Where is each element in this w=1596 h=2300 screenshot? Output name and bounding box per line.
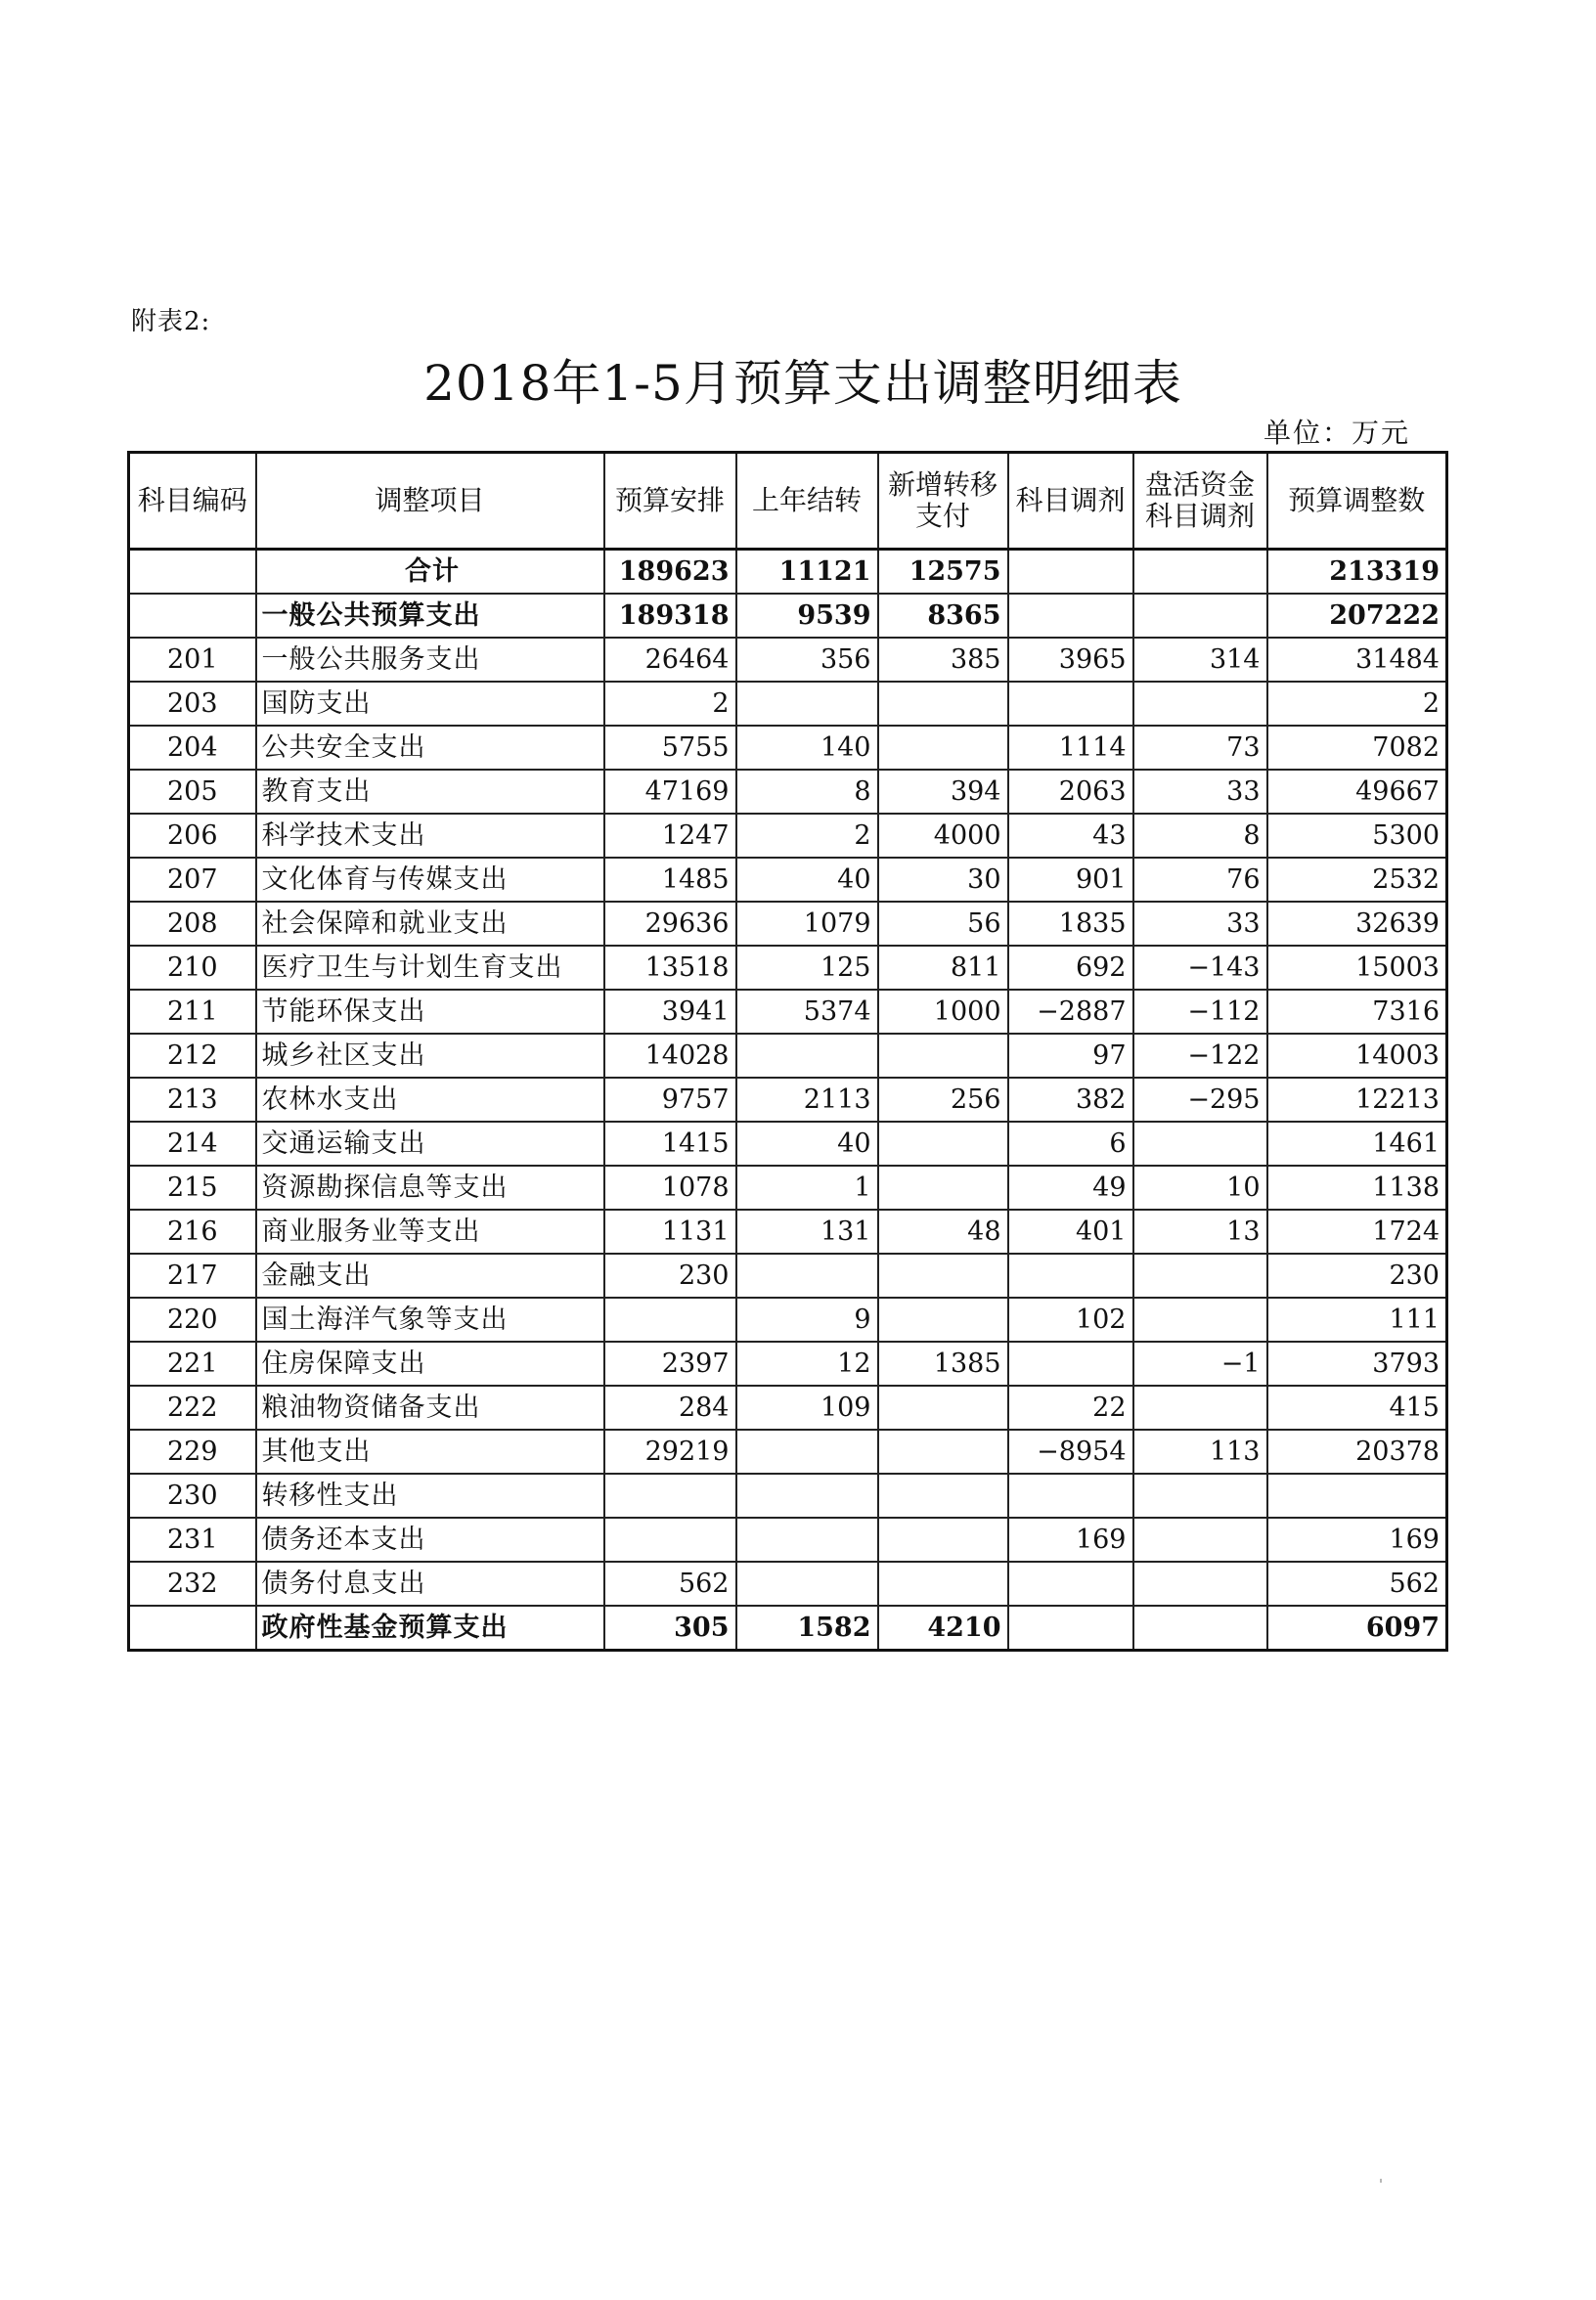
cell-adjusted-budget: 32639: [1267, 902, 1447, 946]
cell-code: 201: [129, 638, 256, 682]
cell-revitalized-funds-adjustment: 76: [1133, 858, 1267, 902]
cell-code: [129, 1606, 256, 1651]
cell-subject-adjustment: 2063: [1008, 770, 1133, 814]
cell-prior-year-carryover: [736, 1034, 878, 1078]
cell-prior-year-carryover: 8: [736, 770, 878, 814]
cell-new-transfer-payment: 1385: [878, 1342, 1008, 1386]
cell-prior-year-carryover: 1582: [736, 1606, 878, 1651]
cell-new-transfer-payment: 48: [878, 1210, 1008, 1254]
cell-item: 债务付息支出: [256, 1562, 604, 1606]
cell-item: 国防支出: [256, 682, 604, 726]
cell-prior-year-carryover: 5374: [736, 990, 878, 1034]
cell-item: 商业服务业等支出: [256, 1210, 604, 1254]
cell-new-transfer-payment: 12575: [878, 550, 1008, 595]
cell-prior-year-carryover: 2113: [736, 1078, 878, 1122]
table-body: [129, 550, 1447, 1651]
cell-new-transfer-payment: 256: [878, 1078, 1008, 1122]
cell-budget-arranged: 2: [604, 682, 736, 726]
header-code: 科目编码: [129, 453, 256, 550]
cell-item: 文化体育与传媒支出: [256, 858, 604, 902]
cell-revitalized-funds-adjustment: 13: [1133, 1210, 1267, 1254]
cell-item: 科学技术支出: [256, 814, 604, 858]
cell-prior-year-carryover: 9: [736, 1298, 878, 1342]
cell-adjusted-budget: 15003: [1267, 946, 1447, 990]
cell-adjusted-budget: 3793: [1267, 1342, 1447, 1386]
table-row: [129, 902, 1447, 946]
table-row: [129, 682, 1447, 726]
cell-adjusted-budget: 207222: [1267, 594, 1447, 638]
cell-prior-year-carryover: [736, 1518, 878, 1562]
cell-new-transfer-payment: 8365: [878, 594, 1008, 638]
cell-prior-year-carryover: [736, 1474, 878, 1518]
cell-revitalized-funds-adjustment: [1133, 1254, 1267, 1298]
cell-budget-arranged: 189623: [604, 550, 736, 595]
cell-revitalized-funds-adjustment: [1133, 1562, 1267, 1606]
cell-prior-year-carryover: 356: [736, 638, 878, 682]
cell-adjusted-budget: [1267, 1474, 1447, 1518]
cell-budget-arranged: 305: [604, 1606, 736, 1651]
cell-new-transfer-payment: 4000: [878, 814, 1008, 858]
table-row: [129, 1298, 1447, 1342]
header-adjusted-budget: 预算调整数: [1267, 453, 1447, 550]
cell-revitalized-funds-adjustment: [1133, 682, 1267, 726]
cell-item: 合计: [256, 550, 604, 595]
header-budget-arranged: 预算安排: [604, 453, 736, 550]
cell-code: 208: [129, 902, 256, 946]
cell-subject-adjustment: [1008, 1254, 1133, 1298]
cell-revitalized-funds-adjustment: [1133, 1386, 1267, 1430]
cell-revitalized-funds-adjustment: 33: [1133, 770, 1267, 814]
cell-revitalized-funds-adjustment: 314: [1133, 638, 1267, 682]
cell-subject-adjustment: 1835: [1008, 902, 1133, 946]
header-new-transfer-payment: [878, 453, 1008, 550]
cell-new-transfer-payment: 385: [878, 638, 1008, 682]
cell-subject-adjustment: 49: [1008, 1166, 1133, 1210]
cell-subject-adjustment: [1008, 1342, 1133, 1386]
cell-budget-arranged: 29636: [604, 902, 736, 946]
table-row: [129, 1606, 1447, 1651]
cell-subject-adjustment: [1008, 1562, 1133, 1606]
table-row: [129, 594, 1447, 638]
cell-code: 213: [129, 1078, 256, 1122]
cell-adjusted-budget: 1138: [1267, 1166, 1447, 1210]
cell-code: 216: [129, 1210, 256, 1254]
cell-code: 203: [129, 682, 256, 726]
table-row: [129, 1210, 1447, 1254]
table-row: [129, 726, 1447, 770]
cell-budget-arranged: 14028: [604, 1034, 736, 1078]
table-row: [129, 946, 1447, 990]
cell-budget-arranged: 26464: [604, 638, 736, 682]
cell-prior-year-carryover: 2: [736, 814, 878, 858]
cell-new-transfer-payment: 30: [878, 858, 1008, 902]
cell-subject-adjustment: [1008, 682, 1133, 726]
cell-revitalized-funds-adjustment: [1133, 1606, 1267, 1651]
cell-budget-arranged: [604, 1298, 736, 1342]
cell-item: 公共安全支出: [256, 726, 604, 770]
cell-revitalized-funds-adjustment: 73: [1133, 726, 1267, 770]
cell-budget-arranged: [604, 1474, 736, 1518]
cell-code: 212: [129, 1034, 256, 1078]
cell-item: 其他支出: [256, 1430, 604, 1474]
cell-new-transfer-payment: [878, 1562, 1008, 1606]
cell-revitalized-funds-adjustment: [1133, 594, 1267, 638]
cell-code: 231: [129, 1518, 256, 1562]
table-row: [129, 550, 1447, 595]
cell-budget-arranged: 1078: [604, 1166, 736, 1210]
cell-adjusted-budget: 49667: [1267, 770, 1447, 814]
header-item: 调整项目: [256, 453, 604, 550]
cell-revitalized-funds-adjustment: [1133, 1298, 1267, 1342]
cell-adjusted-budget: 213319: [1267, 550, 1447, 595]
cell-budget-arranged: 3941: [604, 990, 736, 1034]
cell-code: 204: [129, 726, 256, 770]
scan-speck: [1380, 2179, 1382, 2183]
cell-item: 节能环保支出: [256, 990, 604, 1034]
cell-subject-adjustment: 43: [1008, 814, 1133, 858]
table-row: [129, 990, 1447, 1034]
cell-adjusted-budget: 2: [1267, 682, 1447, 726]
cell-adjusted-budget: 111: [1267, 1298, 1447, 1342]
cell-prior-year-carryover: 40: [736, 1122, 878, 1166]
cell-code: 214: [129, 1122, 256, 1166]
table-row: [129, 770, 1447, 814]
cell-new-transfer-payment: 1000: [878, 990, 1008, 1034]
table-row: [129, 1386, 1447, 1430]
cell-adjusted-budget: 14003: [1267, 1034, 1447, 1078]
cell-code: 232: [129, 1562, 256, 1606]
cell-item: 一般公共服务支出: [256, 638, 604, 682]
cell-prior-year-carryover: [736, 1430, 878, 1474]
cell-item: 交通运输支出: [256, 1122, 604, 1166]
cell-budget-arranged: 5755: [604, 726, 736, 770]
cell-budget-arranged: 1415: [604, 1122, 736, 1166]
cell-subject-adjustment: 382: [1008, 1078, 1133, 1122]
cell-new-transfer-payment: [878, 682, 1008, 726]
cell-budget-arranged: 189318: [604, 594, 736, 638]
cell-budget-arranged: 1247: [604, 814, 736, 858]
cell-budget-arranged: 230: [604, 1254, 736, 1298]
cell-prior-year-carryover: 9539: [736, 594, 878, 638]
cell-revitalized-funds-adjustment: [1133, 1518, 1267, 1562]
cell-new-transfer-payment: [878, 1430, 1008, 1474]
cell-revitalized-funds-adjustment: 113: [1133, 1430, 1267, 1474]
cell-adjusted-budget: 230: [1267, 1254, 1447, 1298]
cell-subject-adjustment: 692: [1008, 946, 1133, 990]
cell-prior-year-carryover: 40: [736, 858, 878, 902]
cell-adjusted-budget: 20378: [1267, 1430, 1447, 1474]
cell-subject-adjustment: 169: [1008, 1518, 1133, 1562]
cell-adjusted-budget: 7082: [1267, 726, 1447, 770]
cell-budget-arranged: 29219: [604, 1430, 736, 1474]
table-row: [129, 858, 1447, 902]
cell-subject-adjustment: 97: [1008, 1034, 1133, 1078]
cell-adjusted-budget: 415: [1267, 1386, 1447, 1430]
table-row: [129, 1430, 1447, 1474]
cell-item: 住房保障支出: [256, 1342, 604, 1386]
table-row: [129, 814, 1447, 858]
cell-prior-year-carryover: [736, 682, 878, 726]
cell-prior-year-carryover: 11121: [736, 550, 878, 595]
cell-subject-adjustment: [1008, 1606, 1133, 1651]
cell-budget-arranged: 2397: [604, 1342, 736, 1386]
cell-subject-adjustment: 901: [1008, 858, 1133, 902]
cell-subject-adjustment: 1114: [1008, 726, 1133, 770]
cell-code: 206: [129, 814, 256, 858]
cell-item: 城乡社区支出: [256, 1034, 604, 1078]
cell-item: 转移性支出: [256, 1474, 604, 1518]
cell-adjusted-budget: 7316: [1267, 990, 1447, 1034]
cell-new-transfer-payment: [878, 1122, 1008, 1166]
cell-item: 国土海洋气象等支出: [256, 1298, 604, 1342]
cell-item: 一般公共预算支出: [256, 594, 604, 638]
header-revitalized-funds-adjustment: [1133, 453, 1267, 550]
cell-revitalized-funds-adjustment: [1133, 1122, 1267, 1166]
cell-item: 政府性基金预算支出: [256, 1606, 604, 1651]
cell-revitalized-funds-adjustment: −1: [1133, 1342, 1267, 1386]
cell-new-transfer-payment: 4210: [878, 1606, 1008, 1651]
cell-new-transfer-payment: [878, 1386, 1008, 1430]
cell-prior-year-carryover: 1: [736, 1166, 878, 1210]
cell-code: 205: [129, 770, 256, 814]
cell-item: 医疗卫生与计划生育支出: [256, 946, 604, 990]
cell-code: [129, 550, 256, 595]
budget-adjustment-table: [127, 451, 1448, 1652]
cell-new-transfer-payment: [878, 1166, 1008, 1210]
cell-revitalized-funds-adjustment: [1133, 550, 1267, 595]
cell-budget-arranged: 9757: [604, 1078, 736, 1122]
cell-revitalized-funds-adjustment: −112: [1133, 990, 1267, 1034]
cell-budget-arranged: 562: [604, 1562, 736, 1606]
cell-subject-adjustment: 401: [1008, 1210, 1133, 1254]
table-row: [129, 1034, 1447, 1078]
cell-code: 230: [129, 1474, 256, 1518]
cell-adjusted-budget: 6097: [1267, 1606, 1447, 1651]
cell-subject-adjustment: [1008, 594, 1133, 638]
cell-item: 资源勘探信息等支出: [256, 1166, 604, 1210]
cell-subject-adjustment: −2887: [1008, 990, 1133, 1034]
cell-adjusted-budget: 31484: [1267, 638, 1447, 682]
cell-item: 债务还本支出: [256, 1518, 604, 1562]
cell-code: 220: [129, 1298, 256, 1342]
cell-new-transfer-payment: 394: [878, 770, 1008, 814]
cell-item: 粮油物资储备支出: [256, 1386, 604, 1430]
cell-item: 金融支出: [256, 1254, 604, 1298]
cell-item: 农林水支出: [256, 1078, 604, 1122]
header-subject-adjustment: 科目调剂: [1008, 453, 1133, 550]
cell-budget-arranged: 47169: [604, 770, 736, 814]
cell-subject-adjustment: 102: [1008, 1298, 1133, 1342]
cell-adjusted-budget: 1724: [1267, 1210, 1447, 1254]
cell-code: 221: [129, 1342, 256, 1386]
cell-subject-adjustment: [1008, 1474, 1133, 1518]
header-new-transfer-payment-text: 新增转移支付: [887, 468, 998, 532]
cell-prior-year-carryover: 125: [736, 946, 878, 990]
page-title: 2018年1-5月预算支出调整明细表: [423, 355, 1182, 412]
cell-new-transfer-payment: [878, 1254, 1008, 1298]
cell-prior-year-carryover: 109: [736, 1386, 878, 1430]
cell-adjusted-budget: 562: [1267, 1562, 1447, 1606]
cell-code: 207: [129, 858, 256, 902]
cell-code: [129, 594, 256, 638]
appendix-label: 附表2:: [131, 307, 211, 336]
cell-new-transfer-payment: 811: [878, 946, 1008, 990]
header-revitalized-funds-adjustment-text: 盘活资金科目调剂: [1144, 468, 1255, 532]
cell-new-transfer-payment: 56: [878, 902, 1008, 946]
cell-new-transfer-payment: [878, 1518, 1008, 1562]
cell-prior-year-carryover: 1079: [736, 902, 878, 946]
cell-budget-arranged: [604, 1518, 736, 1562]
cell-code: 215: [129, 1166, 256, 1210]
cell-adjusted-budget: 169: [1267, 1518, 1447, 1562]
cell-prior-year-carryover: 131: [736, 1210, 878, 1254]
table-row: [129, 1078, 1447, 1122]
cell-subject-adjustment: −8954: [1008, 1430, 1133, 1474]
cell-adjusted-budget: 12213: [1267, 1078, 1447, 1122]
cell-item: 社会保障和就业支出: [256, 902, 604, 946]
cell-prior-year-carryover: [736, 1562, 878, 1606]
cell-new-transfer-payment: [878, 1034, 1008, 1078]
table-row: [129, 1254, 1447, 1298]
table-header-row: [129, 453, 1447, 550]
table-row: [129, 1342, 1447, 1386]
cell-revitalized-funds-adjustment: −143: [1133, 946, 1267, 990]
table-row: [129, 1474, 1447, 1518]
cell-subject-adjustment: 6: [1008, 1122, 1133, 1166]
unit-label: 单位：万元: [1264, 417, 1411, 449]
cell-budget-arranged: 13518: [604, 946, 736, 990]
table-row: [129, 1122, 1447, 1166]
cell-code: 229: [129, 1430, 256, 1474]
cell-revitalized-funds-adjustment: 10: [1133, 1166, 1267, 1210]
cell-budget-arranged: 1485: [604, 858, 736, 902]
cell-prior-year-carryover: 140: [736, 726, 878, 770]
cell-revitalized-funds-adjustment: 33: [1133, 902, 1267, 946]
cell-budget-arranged: 1131: [604, 1210, 736, 1254]
cell-item: 教育支出: [256, 770, 604, 814]
table-row: [129, 638, 1447, 682]
header-prior-year-carryover: 上年结转: [736, 453, 878, 550]
cell-new-transfer-payment: [878, 1474, 1008, 1518]
cell-budget-arranged: 284: [604, 1386, 736, 1430]
cell-prior-year-carryover: 12: [736, 1342, 878, 1386]
table-row: [129, 1562, 1447, 1606]
cell-prior-year-carryover: [736, 1254, 878, 1298]
cell-new-transfer-payment: [878, 1298, 1008, 1342]
cell-revitalized-funds-adjustment: −295: [1133, 1078, 1267, 1122]
cell-subject-adjustment: 3965: [1008, 638, 1133, 682]
cell-code: 210: [129, 946, 256, 990]
cell-revitalized-funds-adjustment: 8: [1133, 814, 1267, 858]
cell-code: 217: [129, 1254, 256, 1298]
table-row: [129, 1166, 1447, 1210]
cell-code: 211: [129, 990, 256, 1034]
cell-adjusted-budget: 5300: [1267, 814, 1447, 858]
cell-subject-adjustment: 22: [1008, 1386, 1133, 1430]
cell-revitalized-funds-adjustment: [1133, 1474, 1267, 1518]
table-row: [129, 1518, 1447, 1562]
cell-new-transfer-payment: [878, 726, 1008, 770]
cell-subject-adjustment: [1008, 550, 1133, 595]
cell-adjusted-budget: 1461: [1267, 1122, 1447, 1166]
cell-code: 222: [129, 1386, 256, 1430]
cell-adjusted-budget: 2532: [1267, 858, 1447, 902]
cell-revitalized-funds-adjustment: −122: [1133, 1034, 1267, 1078]
